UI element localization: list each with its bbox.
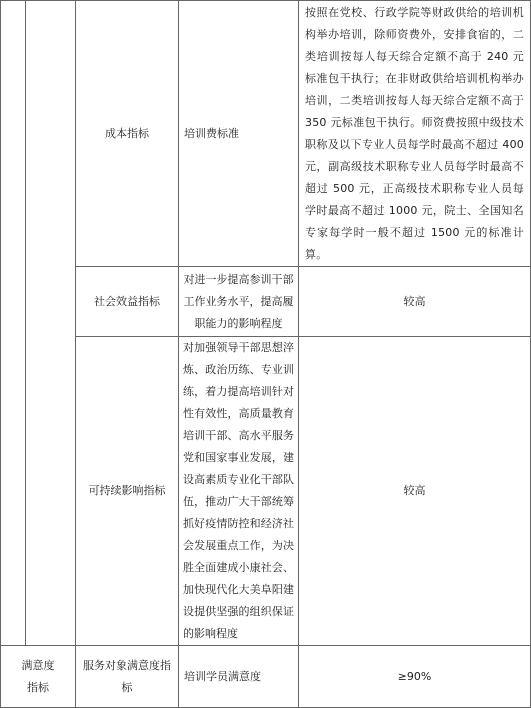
indicator-l3-social: 对进一步提高参训干部工作业务水平，提高履职能力的影响程度 — [179, 267, 299, 337]
indicator-l3-sustain: 对加强领导干部思想淬炼、政治历练、专业训练，着力提高培训针对性有效性，高质量教育培训干部、高水平服务党和国家事业发展，建设高素质专业化干部队伍，推动广大干部统筹抓好疫情防控和经济社会发展重点工作，为决胜全面建成小康社会、加快现代化大美阜阳建设提供坚强的组织保证的影响程度 — [179, 337, 299, 646]
value-satisfaction: ≥90% — [299, 646, 531, 708]
table-row-satisfaction — [1, 646, 531, 708]
indicator-l2-satisfaction: 服务对象满意度指标 — [76, 646, 179, 708]
indicator-l2-social: 社会效益指标 — [76, 267, 179, 337]
table-row-sustain — [1, 337, 531, 646]
value-cost: 按照在党校、行政学院等财政供给的培训机构举办培训，除师资费外，安排食宿的，二类培训按每人每天综合定额不高于 240 元标准包干执行；在非财政供给培训机构举办培训，二类培训按每人每天综合定额不高于 350 元标准包干执行。师资费按照中级技术职称及以下专业人员每学时最高不超过 400 元，副高级技术职称专业人员每学时最高不超过 500 元，正高级技术职称专业人员每学时最高不超过 1000 元，院士、全国知名专家每学时一般不超过 1500 元的标准计算。 — [299, 1, 531, 267]
level2-cell-empty — [26, 1, 76, 646]
table-row-cost — [1, 1, 531, 267]
indicator-l2-cost: 成本指标 — [76, 1, 179, 267]
table-row-social — [1, 267, 531, 337]
indicator-l3-cost: 培训费标准 — [179, 1, 299, 267]
indicator-l1-satisfaction: 满意度指标 — [1, 646, 76, 708]
value-sustain: 较高 — [299, 337, 531, 646]
value-social: 较高 — [299, 267, 531, 337]
level1-cell-empty — [1, 1, 26, 646]
indicator-l2-sustain: 可持续影响指标 — [76, 337, 179, 646]
indicator-l3-satisfaction: 培训学员满意度 — [179, 646, 299, 708]
